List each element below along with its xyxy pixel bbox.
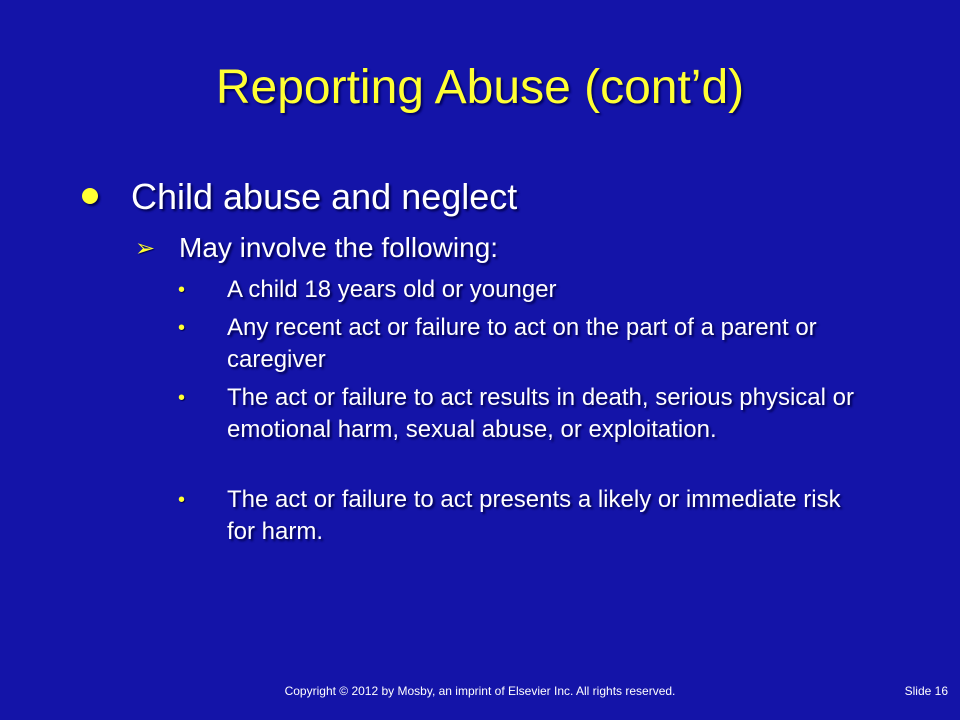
small-dot-bullet-icon: • <box>178 317 186 339</box>
bullet-level3-text: Any recent act or failure to act on the part of a parent or caregiver <box>227 314 817 373</box>
small-dot-bullet-icon: • <box>178 279 186 301</box>
copyright-footer: Copyright © 2012 by Mosby, an imprint of Elsevier Inc. All rights reserved. <box>284 684 676 698</box>
arrowhead-bullet-icon: ➢ <box>135 235 156 262</box>
slide-title: Reporting Abuse (cont’d) <box>215 61 745 114</box>
slide-number: Slide 16 <box>904 684 948 698</box>
bullet-level2-text: May involve the following: <box>179 232 499 263</box>
bullet-level3-text: The act or failure to act presents a likely or immediate risk for harm. <box>227 486 841 545</box>
bullet-level3-text: A child 18 years old or younger <box>227 276 557 303</box>
small-dot-bullet-icon: • <box>178 387 186 409</box>
bullet-level1-text: Child abuse and neglect <box>131 176 518 217</box>
filled-circle-bullet-icon <box>82 188 98 204</box>
bullet-level3-text: The act or failure to act results in death, serious physical or emotional harm, sexual abuse, or exploitation. <box>227 384 854 443</box>
small-dot-bullet-icon: • <box>178 489 186 511</box>
